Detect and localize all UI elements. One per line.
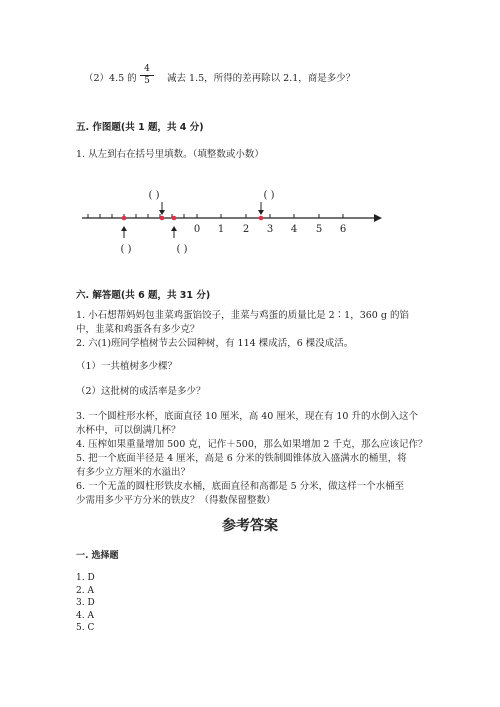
answers-title: 参考答案 bbox=[222, 518, 278, 534]
tick-marks bbox=[88, 214, 343, 218]
up-arrow-left-head bbox=[121, 226, 127, 231]
s6-line-5: （2）这批树的成活率是多少？ bbox=[76, 386, 206, 397]
bottom-bracket-left: ( ) bbox=[120, 244, 132, 255]
top-bracket-right: ( ) bbox=[263, 190, 275, 201]
s6-line-8: 4. 压榨如果重量增加 500 克，记作＋500，那么如果增加 2 千克，那么应该记作？ bbox=[76, 439, 428, 450]
s6-line-6: 3. 一个圆柱形水杯，底面直径 10 厘米，高 40 厘米，现在有 10 升的水倒入这个 bbox=[76, 411, 418, 422]
point-d-dot bbox=[259, 216, 264, 221]
answer-item: 2. A bbox=[76, 585, 94, 596]
tick-label-2: 2 bbox=[242, 224, 250, 235]
answer-item: 3. D bbox=[76, 598, 95, 608]
answers-list bbox=[76, 572, 95, 635]
s6-line-2: 中，韭菜和鸡蛋各有多少克？ bbox=[76, 324, 200, 335]
q2-suffix: 减去 1.5，所得的差再除以 2.1，商是多少？ bbox=[167, 73, 356, 84]
bottom-bracket-right: ( ) bbox=[176, 244, 188, 255]
fraction-numerator: 4 bbox=[140, 64, 154, 76]
answers-section1-title: 一. 选择题 bbox=[76, 551, 119, 561]
tick-label-1: 1 bbox=[217, 224, 225, 235]
down-arrow-right-head bbox=[258, 210, 264, 215]
section6-title: 六. 解答题(共 6 题，共 31 分) bbox=[76, 290, 211, 301]
s6-line-11: 6. 一个无盖的圆柱形铁皮水桶，底面直径和高都是 5 分米，做这样一个水桶至 bbox=[76, 481, 405, 492]
point-a-dot bbox=[122, 216, 127, 221]
point-b-dot bbox=[160, 216, 165, 221]
s6-line-7: 水杯中，可以倒满几杯？ bbox=[76, 425, 181, 436]
up-arrow-right-head bbox=[171, 226, 177, 231]
answer-item: 4. A bbox=[76, 610, 94, 621]
s6-line-4: （1）一共植树多少棵？ bbox=[76, 361, 178, 372]
tick-label-3: 3 bbox=[266, 224, 274, 235]
q2-prefix: （2）4.5 的 bbox=[84, 73, 137, 84]
answer-item: 5. C bbox=[76, 623, 95, 633]
s6-line-10: 有多少立方厘米的水溢出？ bbox=[76, 467, 191, 478]
number-line-arrow-head bbox=[374, 214, 382, 222]
fraction-denominator: 5 bbox=[144, 76, 150, 86]
section5-title: 五. 作图题(共 1 题，共 4 分) bbox=[76, 122, 204, 133]
top-bracket-left: ( ) bbox=[148, 190, 160, 201]
s6-line-12: 少需用多少平方分米的铁皮？（得数保留整数） bbox=[76, 495, 276, 506]
s6-line-1: 1. 小石想帮妈妈包韭菜鸡蛋馅饺子，韭菜与鸡蛋的质量比是 2∶1，360 g 的馅 bbox=[76, 310, 409, 321]
section5-q1: 1. 从左到右在括号里填数。（填整数或小数） bbox=[76, 149, 264, 160]
s6-line-3: 2. 六(1)班同学植树节去公园种树，有 114 棵成活，6 棵没成活。 bbox=[76, 338, 354, 349]
answer-item: 1. D bbox=[76, 573, 95, 583]
number-line-figure bbox=[76, 182, 386, 262]
point-c-dot bbox=[172, 216, 177, 221]
tick-label-6: 6 bbox=[339, 224, 347, 235]
s6-line-9: 5. 把一个底面半径是 4 厘米，高是 6 分米的铁制圆锥体放入盛满水的桶里，将 bbox=[76, 453, 407, 464]
tick-label-5: 5 bbox=[315, 224, 323, 235]
number-line-svg bbox=[76, 182, 386, 262]
tick-label-0: 0 bbox=[193, 224, 201, 235]
fraction-4-5 bbox=[140, 64, 154, 87]
tick-label-4: 4 bbox=[290, 224, 298, 235]
